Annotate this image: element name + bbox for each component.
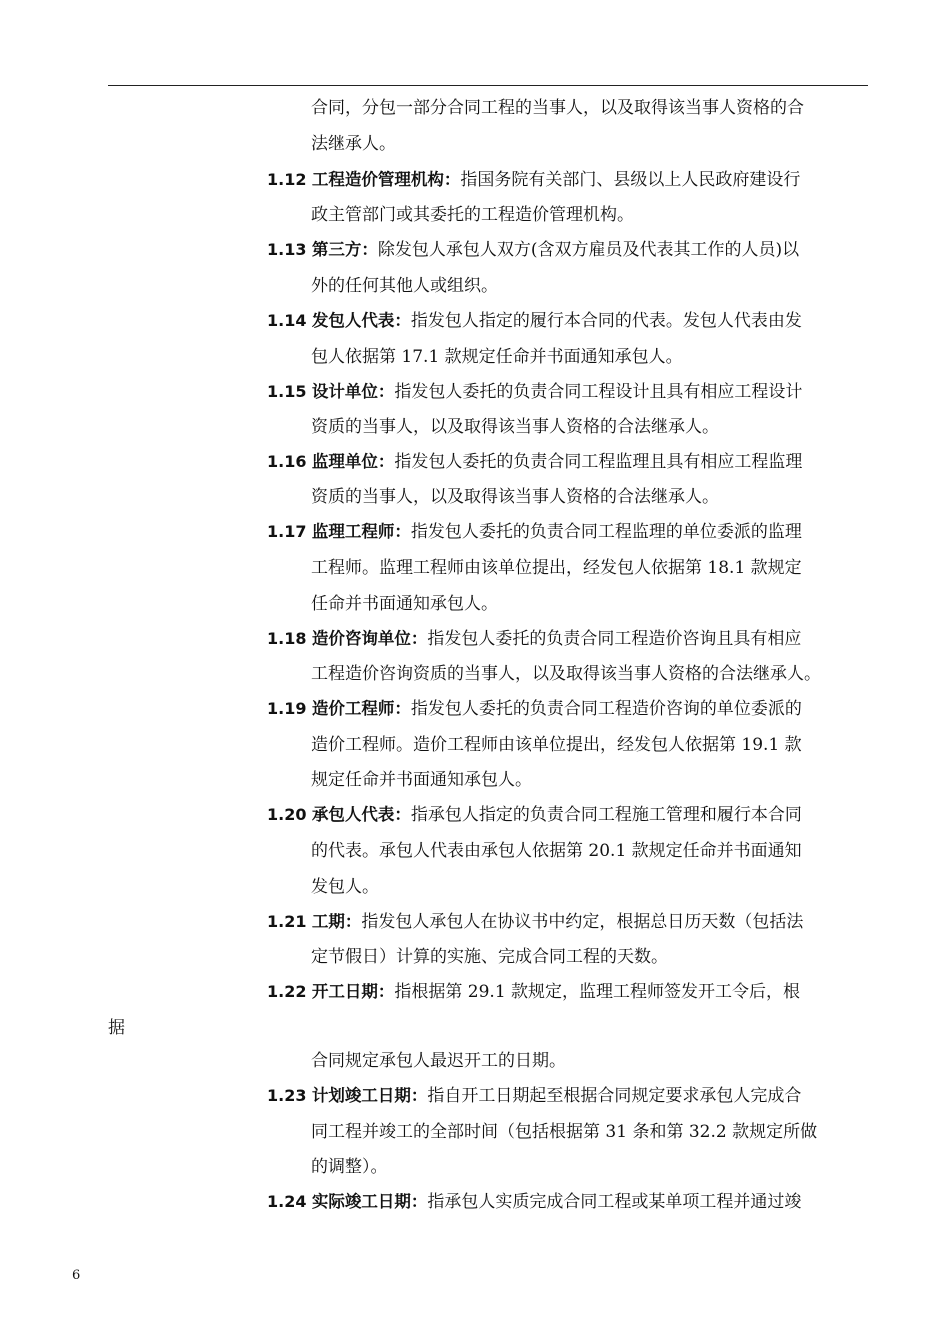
clause-1-17 xyxy=(267,521,802,543)
clause-term: 工程造价管理机构： xyxy=(311,170,461,189)
clause-term: 监理工程师： xyxy=(311,522,411,541)
clause-1-13 xyxy=(267,239,799,261)
clause-text: 外的任何其他人或组织。 xyxy=(311,276,498,296)
continuation-line: 法继承人。 xyxy=(311,134,396,154)
clause-text: 工程师。监理工程师由该单位提出，经发包人依据第 18.1 款规定 xyxy=(311,558,802,578)
clause-text: 指根据第 29.1 款规定，监理工程师签发开工令后，根 xyxy=(394,982,801,1002)
clause-number: 1.15 xyxy=(267,382,307,401)
clause-text: 规定任命并书面通知承包人。 xyxy=(311,770,532,790)
clause-number: 1.17 xyxy=(267,522,307,541)
clause-term: 第三方： xyxy=(311,240,378,259)
clause-text: 工程造价咨询资质的当事人，以及取得该当事人资格的合法继承人。 xyxy=(311,664,821,684)
clause-text: 的代表。承包人代表由承包人依据第 20.1 款规定任命并书面通知 xyxy=(311,841,802,861)
clause-text: 合同规定承包人最迟开工的日期。 xyxy=(311,1051,566,1071)
clause-text: 的调整）。 xyxy=(311,1157,388,1177)
clause-1-22 xyxy=(267,981,800,1003)
clause-text: 资质的当事人，以及取得该当事人资格的合法继承人。 xyxy=(311,487,719,507)
clause-1-12 xyxy=(267,169,800,191)
clause-term: 计划竣工日期： xyxy=(311,1086,428,1105)
clause-term: 设计单位： xyxy=(311,382,395,401)
clause-term: 造价咨询单位： xyxy=(311,629,428,648)
clause-text: 发包人。 xyxy=(311,877,379,897)
page-number: 6 xyxy=(72,1268,81,1283)
clause-term: 造价工程师： xyxy=(311,699,411,718)
clause-term: 开工日期： xyxy=(311,982,395,1001)
clause-text: 指发包人承包人在协议书中约定，根据总日历天数（包括法 xyxy=(361,912,804,932)
clause-number: 1.16 xyxy=(267,452,307,471)
clause-1-21 xyxy=(267,911,803,933)
clause-term: 监理单位： xyxy=(311,452,395,471)
clause-1-19 xyxy=(267,698,802,720)
clause-text: 指发包人委托的负责合同工程造价咨询且具有相应 xyxy=(427,629,802,649)
clause-number: 1.22 xyxy=(267,982,307,1001)
clause-text: 除发包人承包人双方(含双方雇员及代表其工作的人员)以 xyxy=(377,240,800,260)
clause-text: 指发包人指定的履行本合同的代表。发包人代表由发 xyxy=(410,311,802,331)
clause-text: 指承包人指定的负责合同工程施工管理和履行本合同 xyxy=(410,805,802,825)
clause-number: 1.14 xyxy=(267,311,307,330)
clause-number: 1.13 xyxy=(267,240,307,259)
clause-number: 1.19 xyxy=(267,699,307,718)
clause-1-16 xyxy=(267,451,802,473)
clause-text: 包人依据第 17.1 款规定任命并书面通知承包人。 xyxy=(311,347,683,367)
clause-text: 指发包人委托的负责合同工程监理且具有相应工程监理 xyxy=(394,452,803,472)
clause-text: 任命并书面通知承包人。 xyxy=(311,594,498,614)
clause-text: 造价工程师。造价工程师由该单位提出，经发包人依据第 19.1 款 xyxy=(311,735,802,755)
clause-1-18 xyxy=(267,628,801,650)
clause-term: 承包人代表： xyxy=(311,805,411,824)
clause-1-20 xyxy=(267,804,802,826)
clause-1-23 xyxy=(267,1085,801,1107)
clause-text: 指发包人委托的负责合同工程设计且具有相应工程设计 xyxy=(394,382,803,402)
clause-term: 工期： xyxy=(311,912,362,931)
clause-number: 1.20 xyxy=(267,805,307,824)
clause-number: 1.12 xyxy=(267,170,307,189)
clause-text: 资质的当事人，以及取得该当事人资格的合法继承人。 xyxy=(311,417,719,437)
clause-text: 定节假日）计算的实施、完成合同工程的天数。 xyxy=(311,947,668,967)
clause-number: 1.24 xyxy=(267,1192,307,1211)
continuation-line: 合同，分包一部分合同工程的当事人，以及取得该当事人资格的合 xyxy=(311,98,804,118)
clause-number: 1.23 xyxy=(267,1086,307,1105)
clause-term: 实际竣工日期： xyxy=(311,1192,428,1211)
clause-text: 指发包人委托的负责合同工程造价咨询的单位委派的 xyxy=(410,699,802,719)
clause-term: 发包人代表： xyxy=(311,311,411,330)
clause-number: 1.21 xyxy=(267,912,307,931)
clause-1-14 xyxy=(267,310,802,332)
clause-1-24 xyxy=(267,1191,801,1213)
clause-text: 指承包人实质完成合同工程或某单项工程并通过竣 xyxy=(427,1192,802,1212)
header-rule xyxy=(108,85,868,86)
clause-text: 指自开工日期起至根据合同规定要求承包人完成合 xyxy=(427,1086,802,1106)
clause-text: 指国务院有关部门、县级以上人民政府建设行 xyxy=(460,170,801,190)
clause-overflow-text: 据 xyxy=(108,1018,125,1038)
clause-number: 1.18 xyxy=(267,629,307,648)
clause-text: 同工程并竣工的全部时间（包括根据第 31 条和第 32.2 款规定所做 xyxy=(311,1122,818,1142)
clause-text: 指发包人委托的负责合同工程监理的单位委派的监理 xyxy=(410,522,802,542)
clause-1-15 xyxy=(267,381,802,403)
clause-text: 政主管部门或其委托的工程造价管理机构。 xyxy=(311,205,634,225)
